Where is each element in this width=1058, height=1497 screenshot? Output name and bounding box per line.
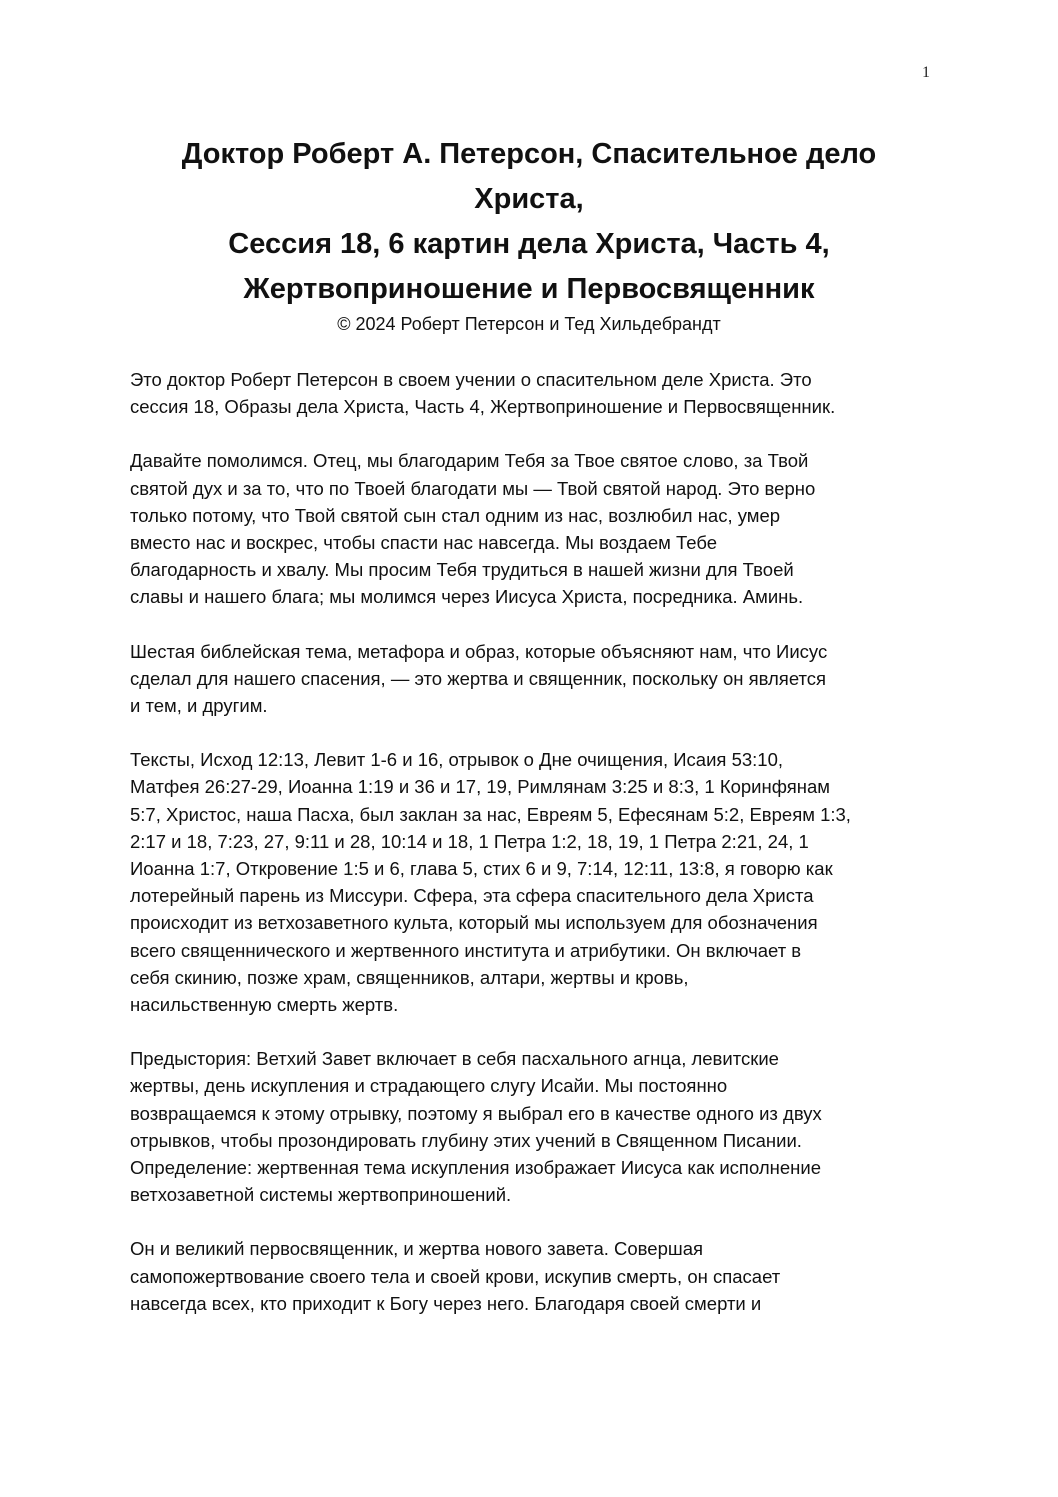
text-line: благодарность и хвалу. Мы просим Тебя трудиться в нашей жизни для Твоей [130,559,794,581]
paragraph-theme [130,638,940,720]
text-line: 5:7, Христос, наша Пасха, был заклан за нас, Евреям 5, Ефесянам 5:2, Евреям 1:3, [130,803,851,825]
document-body [130,366,940,1344]
text-line: лотерейный парень из Миссури. Сфера, эта сфера спасительного дела Христа [130,885,814,907]
text-line: сессия 18, Образы дела Христа, Часть 4, Жертвоприношение и Первосвященник. [130,396,836,418]
copyright-notice: © 2024 Роберт Петерсон и Тед Хильдебрандт [337,314,721,334]
text-line: только потому, что Твой святой сын стал одним из нас, возлюбил нас, умер [130,504,781,526]
title-line: Сессия 18, 6 картин дела Христа, Часть 4, [228,228,830,260]
title-line: Христа, [474,183,584,215]
text-line: ветхозаветной системы жертвоприношений. [130,1184,512,1206]
text-line: Шестая библейская тема, метафора и образ, которые объясняют нам, что Иисус [130,640,828,662]
text-line: святой дух и за то, что по Твоей благодати мы — Твой святой народ. Это верно [130,477,816,499]
text-line: самопожертвование своего тела и своей крови, искупив смерть, он спасает [130,1265,781,1287]
document-title [80,132,978,336]
text-line: навсегда всех, кто приходит к Богу через него. Благодаря своей смерти и [130,1292,762,1314]
page-number: 1 [922,64,930,81]
text-line: Это доктор Роберт Петерсон в своем учении о спасительном деле Христа. Это [130,369,812,390]
text-line: Давайте помолимся. Отец, мы благодарим Тебя за Твое святое слово, за Твой [130,450,809,472]
paragraph-intro [130,366,940,420]
text-line: 2:17 и 18, 7:23, 27, 9:11 и 28, 10:14 и 18, 1 Петра 1:2, 18, 19, 1 Петра 2:21, 24, 1 [130,830,809,852]
text-line: Он и великий первосвященник, и жертва нового завета. Совершая [130,1238,704,1260]
text-line: Матфея 26:27-29, Иоанна 1:19 и 36 и 17, 19, Римлянам 3:25 и 8:3, 1 Коринфянам [130,776,830,798]
text-line: вместо нас и воскрес, чтобы спасти нас навсегда. Мы воздаем Тебе [130,532,717,554]
text-line: жертвы, день искупления и страдающего слугу Исайи. Мы постоянно [130,1075,728,1097]
paragraph-texts [130,746,940,1018]
text-line: всего священнического и жертвенного института и атрибутики. Он включает в [130,939,802,961]
title-line: Доктор Роберт А. Петерсон, Спасительное дело [181,138,877,170]
text-line: себя скинию, позже храм, священников, алтари, жертвы и кровь, [130,966,689,988]
paragraph-high-priest [130,1235,940,1317]
text-line: Иоанна 1:7, Откровение 1:5 и 6, глава 5, стих 6 и 9, 7:14, 12:11, 13:8, я говорю как [130,858,833,880]
paragraph-prayer [130,447,940,610]
text-line: Тексты, Исход 12:13, Левит 1-6 и 16, отрывок о Дне очищения, Исаия 53:10, [130,749,784,771]
paragraph-background [130,1045,940,1208]
text-line: происходит из ветхозаветного культа, который мы используем для обозначения [130,912,818,934]
text-line: сделал для нашего спасения, — это жертва и священник, поскольку он является [130,667,827,689]
text-line: Предыстория: Ветхий Завет включает в себя пасхального агнца, левитские [130,1048,779,1070]
text-line: насильственную смерть жертв. [130,994,399,1016]
title-line: Жертвоприношение и Первосвященник [243,273,815,305]
text-line: и тем, и другим. [130,695,268,717]
text-line: отрывков, чтобы прозондировать глубину этих учений в Священном Писании. [130,1129,802,1151]
text-line: Определение: жертвенная тема искупления изображает Иисуса как исполнение [130,1157,821,1179]
text-line: возвращаемся к этому отрывку, поэтому я выбрал его в качестве одного из двух [130,1102,822,1124]
text-line: славы и нашего блага; мы молимся через Иисуса Христа, посредника. Аминь. [130,586,804,608]
